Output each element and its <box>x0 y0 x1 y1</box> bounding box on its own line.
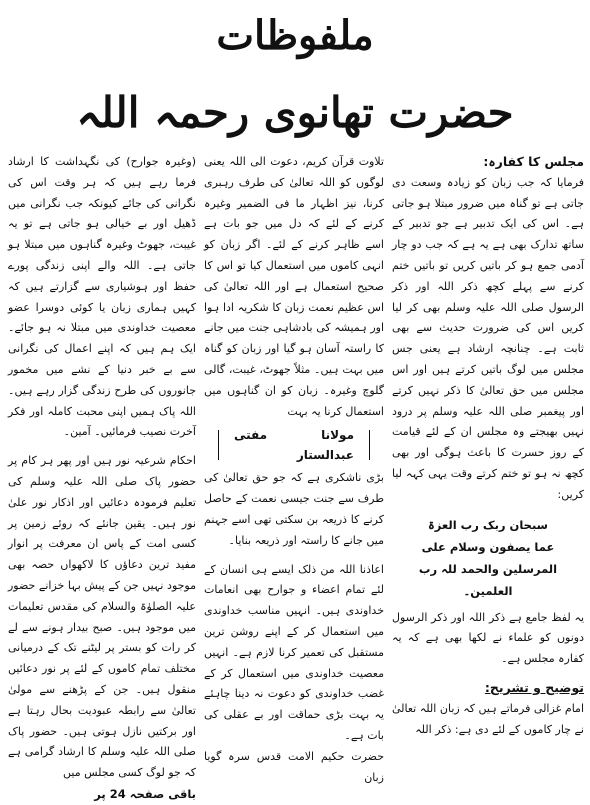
paragraph-right-1: فرمایا کہ جب زبان کو زیادہ وسعت دی جاتی ہے تو گناہ میں ضرور مبتلا ہو جاتی ہے۔ اس کی ایک تدبیر ہے جو تدبیر کے ساتھ تدارک بھی ہے یہ ہے کہ جب دو چار آدمی جمع ہو کر باتیں کریں تو باتیں ختم کرنے سے پہلے کچھ ذکر اللہ اور ذکر الرسول صلی اللہ علیہ وسلم بھی کر لیا کریں اس کی ضرورت حدیث سے بھی ثابت ہے۔ چنانچہ ارشاد ہے یعنی جس مجلس میں لوگ باتیں کرتے ہیں اور اس مجلس میں حق تعالیٰ کا ذکر نہیں کرتے اور پیغمبر صلی اللہ علیہ وسلم پر درود نہیں بھیجتے وہ مجلس ان کے لئے قیامت کے روز حسرت کا باعث ہوگی اور بھی کچھ نہ ہو تو ختم کرتے وقت یہی کہہ لیا کریں: <box>392 175 584 501</box>
spacer <box>204 552 384 560</box>
author-name: مولانا مفتی عبدالستار <box>219 422 369 470</box>
author-byline-box <box>218 427 370 463</box>
paragraph-left-2: احکام شرعیہ نور ہیں اور پھر ہر کام پر حضور پاک صلی اللہ علیہ وسلم کی تعلیم فرمودہ دعائیں اور اذکار نور علیٰ نور ہیں۔ یقین جانئے کہ روئے زمین پر کسی امت کے پاس ان معرفت پر انوار مفید ترین دعاؤں کا لاکھواں حصہ بھی موجود نہیں جن کے پیش بہا خزانے حضور علیہ الصلوٰۃ والسلام کی مقدس تعلیمات میں موجود ہیں۔ صبح بیدار ہونے سے لے کر رات کو بستر پر لیٹنے تک کے درمیانی مختلف تمام کاموں کے لئے پر نور دعائیں منقول ہیں۔ جن کے پڑھنے سے مولیٰ تعالیٰ سے رابطہ عبودیت بحال رہتا ہے اور برکتیں نازل ہوتی ہیں۔ حضور پاک صلی اللہ علیہ وسلم کا ارشاد گرامی ہے کہ جو لوگ کسی مجلس میں <box>8 454 196 780</box>
column-middle <box>204 152 384 784</box>
continued-on-page-note: باقی صفحہ 24 پر <box>94 786 196 801</box>
dua-verse-line-2: عما یصفون وسلام علی <box>421 539 555 554</box>
paragraph-left-1: (وغیرہ جوارح) کی نگہداشت کا ارشاد فرما رہے ہیں کہ ہر وقت اس کی نگرانی کی جائے کیونکہ جب نگرانی میں ڈھیل اور بے خیالی ہو جاتی ہے تو یہ غیبت، جھوٹ وغیرہ گناہوں میں مبتلا ہو جاتی ہے۔ اللہ والے اپنی زندگی پورے حفظ اور ہوشیاری سے گزارتے ہیں کہ کہیں ہماری زبان یا کوئی دوسرا عضو معصیت خداوندی میں مبتلا نہ ہو جائے۔ ایک ہم ہیں کہ اپنے اعمال کی نگرانی سے بے خبر دنیا کے نشے میں مخمور جانوروں کی طرح زندگی گزار رہے ہیں۔ اللہ پاک ہمیں اپنی محبت کاملہ اور فکر آخرت نصیب فرمائیں۔ آمین۔ <box>8 155 196 439</box>
dua-verse-line-4: العلمین۔ <box>463 583 513 598</box>
page-title: ملفوظات <box>216 12 374 59</box>
spacer <box>392 670 584 678</box>
paragraph-middle-3: اعاذنا اللہ من ذلک ایسے ہی انسان کے لئے تمام اعضاء و جوارح بھی انعامات خداوندی ہیں۔ انہیں مناسب خداوندی میں استعمال کر کے اپنے روشن ترین مستقبل کی تعمیر کرنا لازم ہے۔ انہیں معصیت خداوندی میں استعمال کر کے غضب خداوندی کو دعوت نہ دینا چاہئے یہ بہت بڑی حماقت اور بے عقلی کی بات ہے۔ <box>204 562 384 742</box>
section-heading-tawzih: توضیح و تشریح: <box>484 679 584 695</box>
dua-verse-line-3: المرسلین والحمد للہ رب <box>418 561 558 576</box>
paragraph-right-3: امام غزالی فرماتے ہیں کہ زبان اللہ تعالیٰ نے چار کاموں کے لئے دی ہے: ذکر اللہ <box>392 701 584 736</box>
dua-verse-line-1: سبحان ربک رب العزۃ <box>428 517 548 532</box>
paragraph-middle-2: بڑی ناشکری ہے کہ جو حق تعالیٰ کی طرف سے جنت جیسی نعمت کے حاصل کرنے کا ذریعہ بن سکتی تھی اسے جہنم میں جانے کا راستہ اور ذریعہ بنایا۔ <box>204 471 384 547</box>
dua-verse-block <box>392 514 584 602</box>
column-right <box>392 152 584 771</box>
paragraph-middle-1: تلاوت قرآن کریم، دعوت الی اللہ یعنی لوگوں کو اللہ تعالیٰ کی طرف رہبری کرنا، نیز اظہار ما فی الضمیر وغیرہ کرنے کے لئے کہ دل میں جو بات ہے اسے ظاہر کرنے کے لئے۔ اگر زبان کو انہی کاموں میں استعمال کیا تو اس کا صحیح استعمال ہے اور اللہ تعالیٰ کی اس عظیم نعمت زبان کا شکریہ ادا ہوا اور ہمیشہ کی بادشاہی جنت میں جانے کا راستہ آسان ہو گیا اور زبان کو گناہ میں بہت ہیں۔ مثلاً جھوٹ، غیبت، گالی گلوچ وغیرہ۔ زبان کو ان گناہوں میں استعمال کرنا یہ بہت <box>204 155 384 418</box>
spacer <box>8 443 196 451</box>
paragraph-middle-4: حضرت حکیم الامت قدس سرہ گویا زبان <box>204 749 384 784</box>
column-left <box>8 152 196 801</box>
page-subtitle: حضرت تھانوی رحمہ اللہ <box>76 88 514 137</box>
section-heading-majlis-kaffara: مجلس کا کفارہ: <box>483 154 584 169</box>
paragraph-right-2: یہ لفظ جامع ہے ذکر اللہ اور ذکر الرسول دونوں کو علماء نے لکھا بھی ہے کہ یہ کفارہ مجلس ہے۔ <box>392 610 584 666</box>
